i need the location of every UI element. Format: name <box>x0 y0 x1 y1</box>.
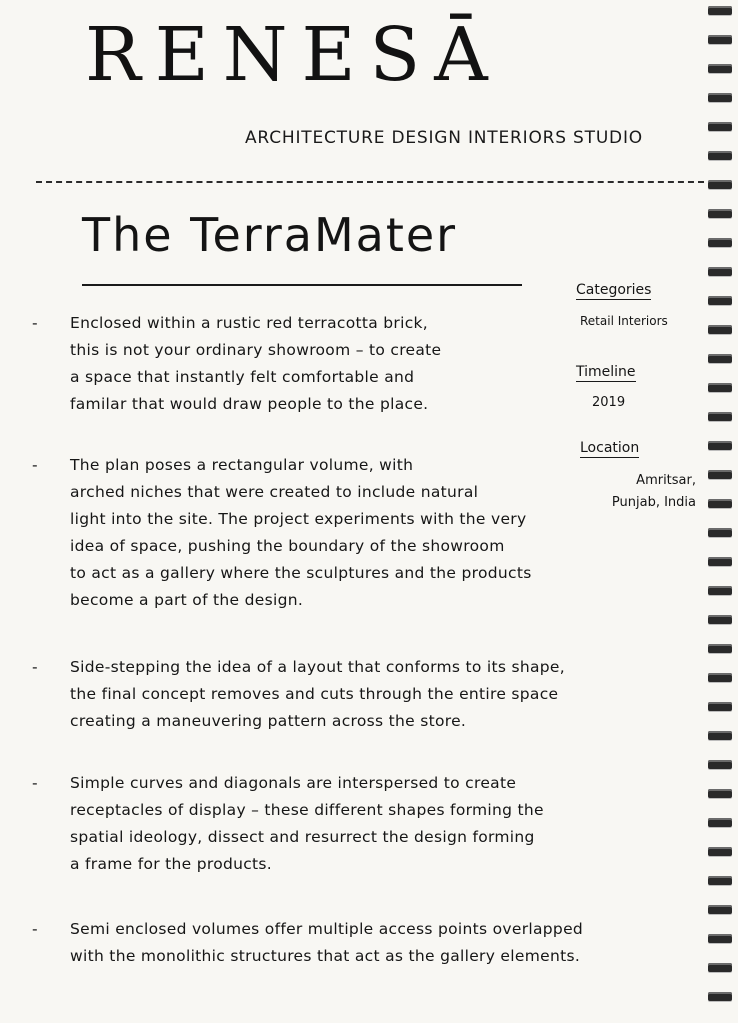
bullet-dash: - <box>32 920 38 938</box>
studio-subtitle: ARCHITECTURE DESIGN INTERIORS STUDIO <box>245 128 643 148</box>
spiral-coil <box>708 209 732 218</box>
spiral-coil <box>708 673 732 682</box>
spiral-coil <box>708 876 732 885</box>
location-value: Amritsar, Punjab, India <box>611 473 696 510</box>
spiral-coil <box>708 441 732 450</box>
bullet-item <box>32 654 682 735</box>
bullet-dash: - <box>32 774 38 792</box>
timeline-value: 2019 <box>592 395 626 410</box>
spiral-coil <box>708 615 732 624</box>
spiral-coil <box>708 644 732 653</box>
timeline-label: Timeline <box>576 364 636 380</box>
categories-value: Retail Interiors <box>580 314 668 328</box>
spiral-coil <box>708 760 732 769</box>
bullet-item <box>32 916 682 970</box>
spiral-coil <box>708 267 732 276</box>
location-label: Location <box>580 440 640 456</box>
categories-label: Categories <box>576 282 652 298</box>
title-underline <box>82 284 522 286</box>
bullet-dash: - <box>32 456 38 474</box>
spiral-coil <box>708 528 732 537</box>
spiral-coil <box>708 93 732 102</box>
bullet-item <box>32 310 682 418</box>
spiral-coil <box>708 905 732 914</box>
spiral-coil <box>708 818 732 827</box>
bullet-text: The plan poses a rectangular volume, with arched niches that were created to include natural light into the site. The project experiments with the very idea of space, pushing the boundary of the showroom to act as a gallery where the sculptures and the products become a part of the design. <box>70 456 532 609</box>
spiral-coil <box>708 789 732 798</box>
bullet-text: Enclosed within a rustic red terracotta brick, this is not your ordinary showroom – to create a space that instantly felt comfortable and familar that would draw people to the place. <box>70 314 442 413</box>
spiral-coil <box>708 702 732 711</box>
bullet-item <box>32 770 682 878</box>
bullet-text: Side-stepping the idea of a layout that conforms to its shape, the final concept removes and cuts through the entire space creating a maneuvering pattern across the store. <box>70 658 565 730</box>
bullet-text: Simple curves and diagonals are interspersed to create receptacles of display – these different shapes forming the spatial ideology, dissect and resurrect the design forming a frame for the products. <box>70 774 544 873</box>
spiral-coil <box>708 180 732 189</box>
bullet-dash: - <box>32 314 38 332</box>
bullet-text: Semi enclosed volumes offer multiple access points overlapped with the monolithic structures that act as the gallery elements. <box>70 920 584 965</box>
spiral-coil <box>708 238 732 247</box>
spiral-coil <box>708 992 732 1001</box>
spiral-coil <box>708 6 732 15</box>
spiral-coil <box>708 470 732 479</box>
spiral-coil <box>708 35 732 44</box>
project-title: The TerraMater <box>82 208 458 262</box>
spiral-coil <box>708 151 732 160</box>
spiral-coil <box>708 296 732 305</box>
spiral-coil <box>708 586 732 595</box>
spiral-coil <box>708 963 732 972</box>
studio-brand-title: RENESĀ <box>85 12 502 98</box>
dashed-divider <box>36 181 704 183</box>
bullet-item <box>32 452 682 614</box>
spiral-coil <box>708 557 732 566</box>
spiral-binding <box>698 0 738 1023</box>
bullet-dash: - <box>32 658 38 676</box>
spiral-coil <box>708 412 732 421</box>
spiral-coil <box>708 499 732 508</box>
spiral-coil <box>708 383 732 392</box>
spiral-coil <box>708 354 732 363</box>
spiral-coil <box>708 731 732 740</box>
spiral-coil <box>708 847 732 856</box>
spiral-coil <box>708 122 732 131</box>
spiral-coil <box>708 934 732 943</box>
spiral-coil <box>708 64 732 73</box>
spiral-coil <box>708 325 732 334</box>
